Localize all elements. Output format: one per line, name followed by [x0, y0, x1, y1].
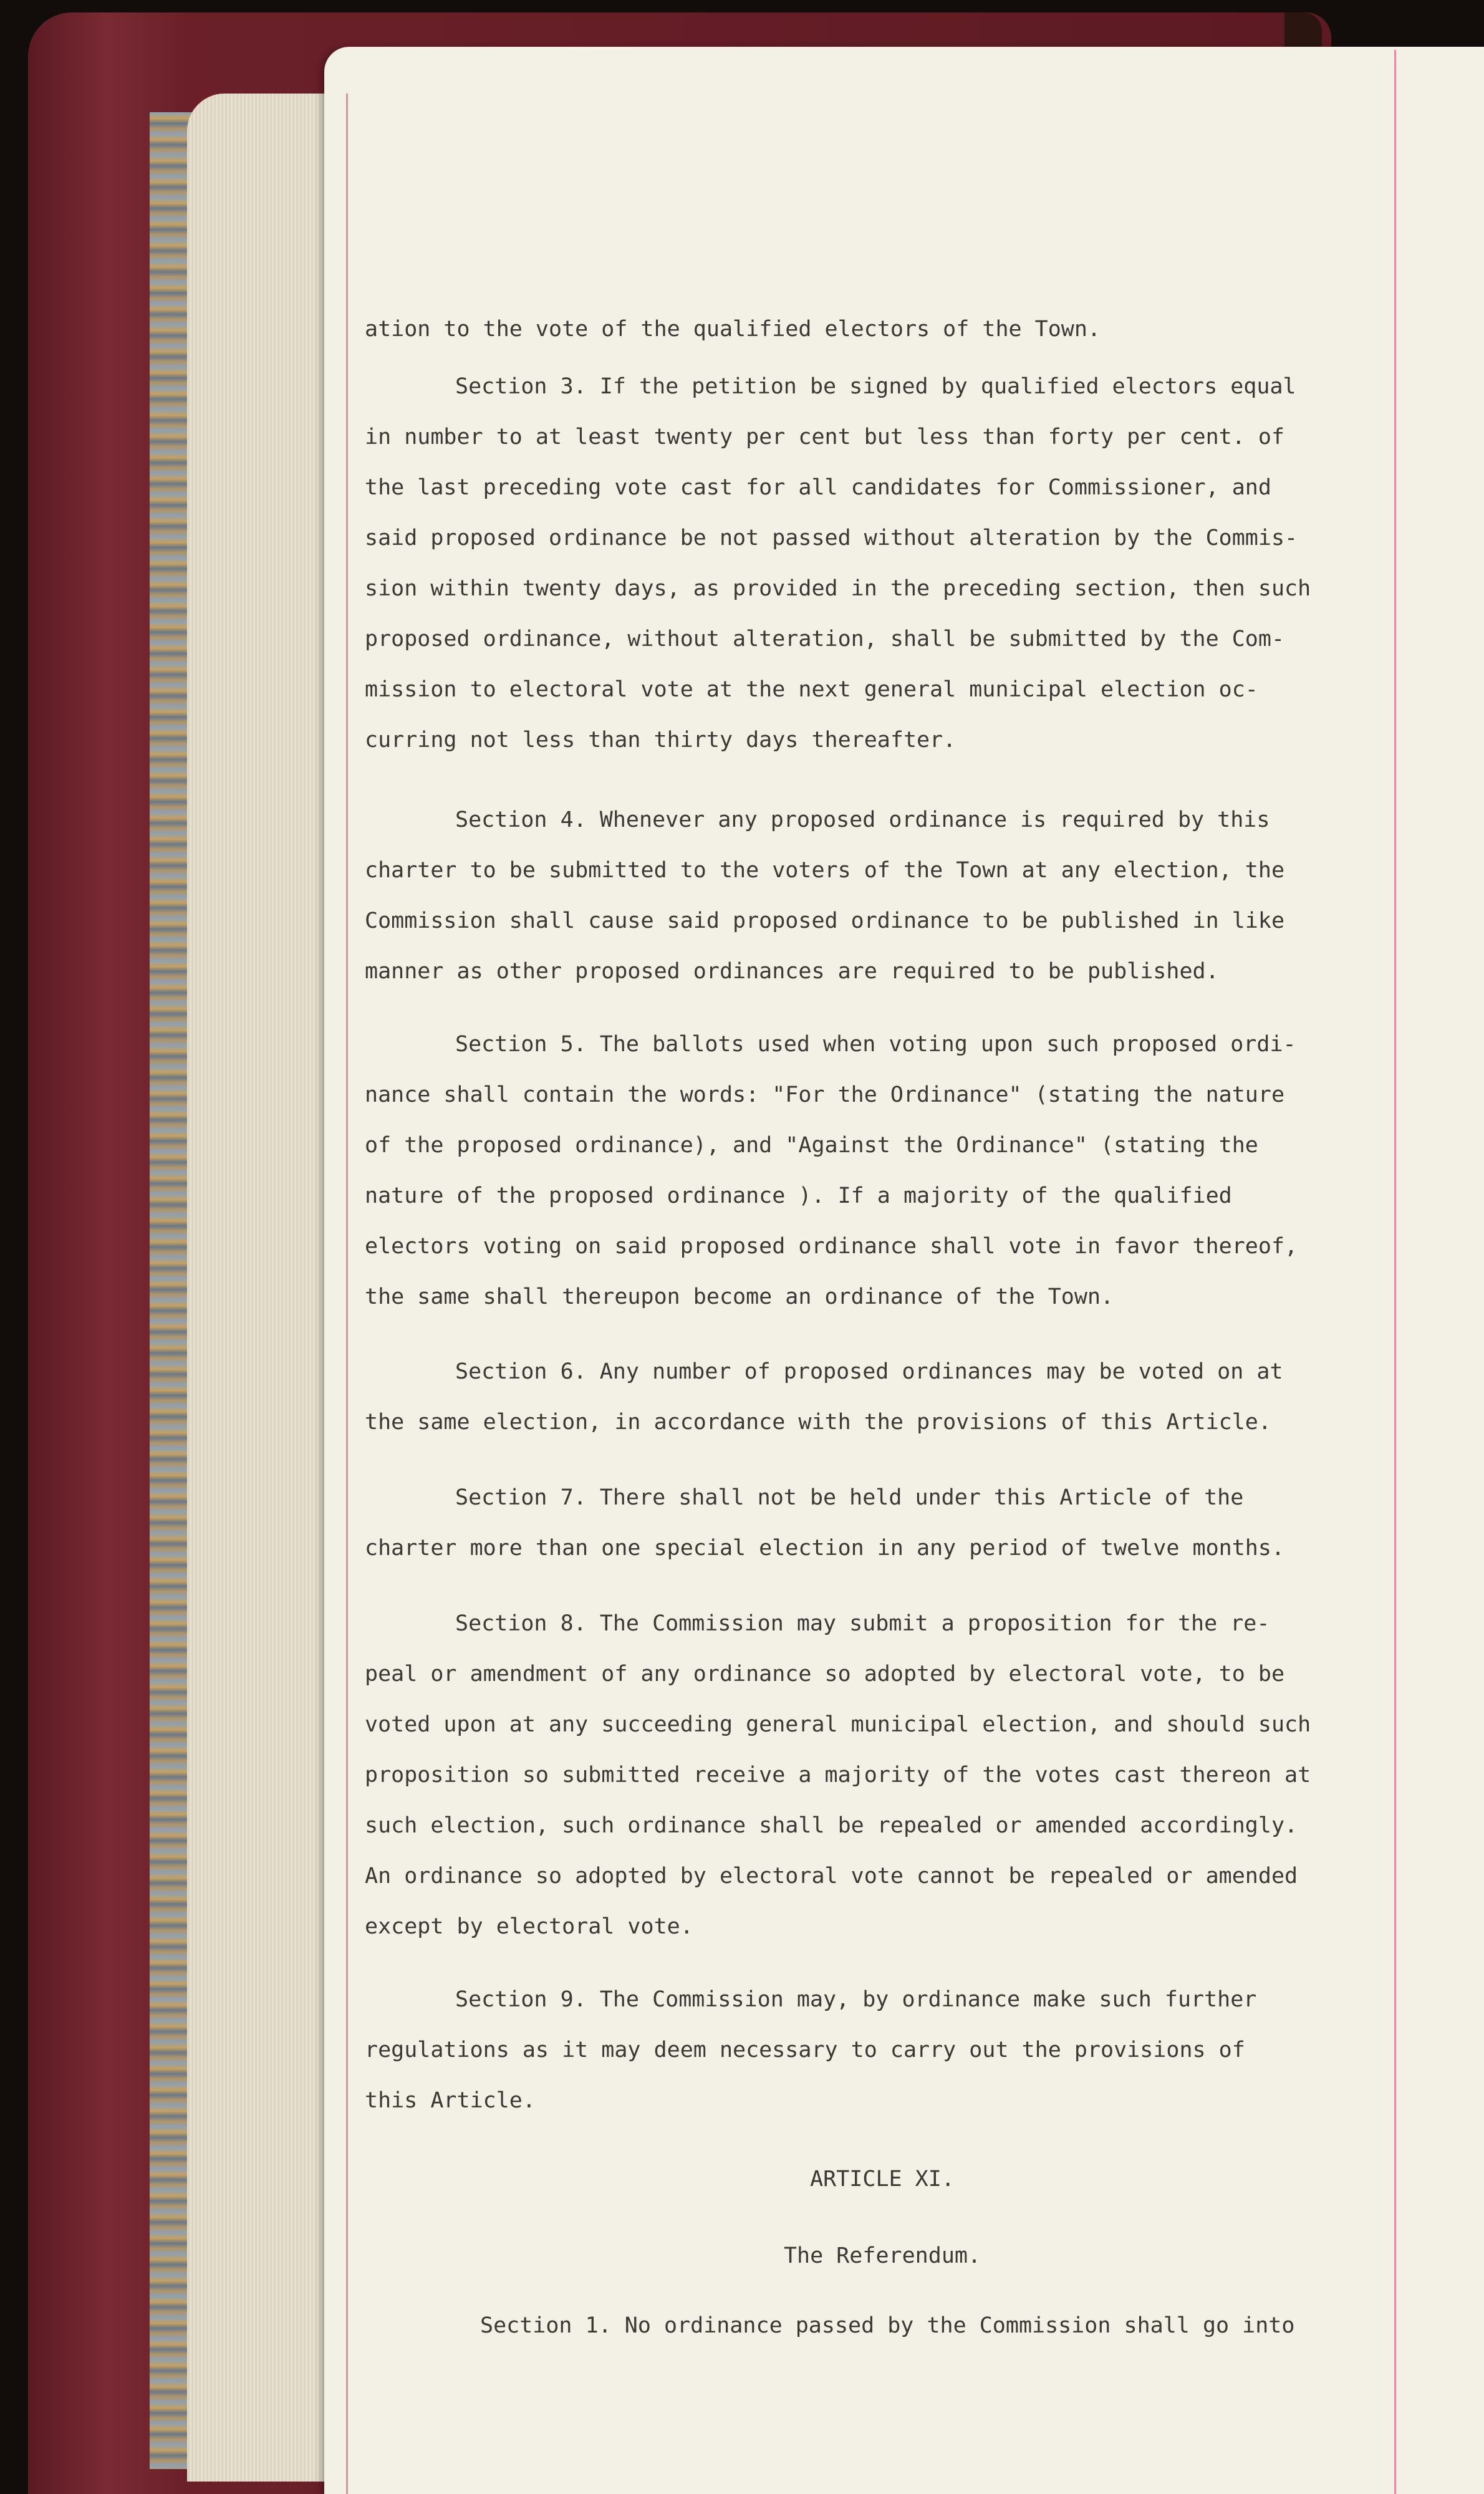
- section-3-line: Section 3. If the petition be signed by qualified electors equal: [455, 374, 1296, 399]
- text-line: except by electoral vote.: [365, 1914, 693, 1939]
- text-line: ation to the vote of the qualified electors of the Town.: [365, 317, 1101, 342]
- text-line: electors voting on said proposed ordinance shall vote in favor thereof,: [365, 1234, 1298, 1259]
- section-7-line: Section 7. There shall not be held under this Article of the: [455, 1485, 1244, 1510]
- text-line: nature of the proposed ordinance ). If a majority of the qualified: [365, 1183, 1232, 1208]
- text-line: in number to at least twenty per cent but less than forty per cent. of: [365, 425, 1285, 450]
- text-line: manner as other proposed ordinances are required to be published.: [365, 959, 1219, 984]
- document-page: [324, 47, 1484, 2494]
- text-line: Commission shall cause said proposed ordinance to be published in like: [365, 908, 1285, 933]
- section-9-line: Section 9. The Commission may, by ordinance make such further: [455, 1987, 1257, 2012]
- text-line: the same shall thereupon become an ordinance of the Town.: [365, 1284, 1114, 1309]
- text-line: charter more than one special election in any period of twelve months.: [365, 1536, 1285, 1561]
- text-line: voted upon at any succeeding general municipal election, and should such: [365, 1712, 1311, 1737]
- section-6-line: Section 6. Any number of proposed ordinances may be voted on at: [455, 1359, 1283, 1384]
- text-line: peal or amendment of any ordinance so adopted by electoral vote, to be: [365, 1662, 1285, 1687]
- text-line: the last preceding vote cast for all candidates for Commissioner, and: [365, 475, 1271, 500]
- text-line: proposed ordinance, without alteration, shall be submitted by the Com-: [365, 627, 1285, 652]
- text-line: nance shall contain the words: "For the Ordinance" (stating the nature: [365, 1082, 1285, 1107]
- right-margin-rule: [1394, 50, 1396, 2494]
- text-line: sion within twenty days, as provided in the preceding section, then such: [365, 576, 1311, 601]
- text-line: charter to be submitted to the voters of the Town at any election, the: [365, 858, 1285, 883]
- section-5-line: Section 5. The ballots used when voting upon such proposed ordi-: [455, 1032, 1296, 1057]
- text-line: proposition so submitted receive a majority of the votes cast thereon at: [365, 1763, 1311, 1788]
- text-line: mission to electoral vote at the next general municipal election oc-: [365, 677, 1258, 702]
- page-stack: [187, 94, 343, 2482]
- article-heading: ARTICLE XI.: [810, 2167, 955, 2192]
- final-section-line: Section 1. No ordinance passed by the Commission shall go into: [480, 2313, 1295, 2338]
- section-8-line: Section 8. The Commission may submit a proposition for the re-: [455, 1611, 1270, 1636]
- text-line: An ordinance so adopted by electoral vote cannot be repealed or amended: [365, 1864, 1298, 1889]
- text-line: such election, such ordinance shall be repealed or amended accordingly.: [365, 1813, 1298, 1838]
- text-line: the same election, in accordance with the provisions of this Article.: [365, 1410, 1271, 1435]
- text-line: regulations as it may deem necessary to carry out the provisions of: [365, 2038, 1245, 2063]
- section-4-line: Section 4. Whenever any proposed ordinance is required by this: [455, 807, 1270, 832]
- text-line: this Article.: [365, 2088, 536, 2113]
- left-margin-rule: [346, 94, 348, 2494]
- article-subheading: The Referendum.: [783, 2243, 981, 2268]
- text-line: of the proposed ordinance), and "Against the Ordinance" (stating the: [365, 1133, 1258, 1158]
- text-line: curring not less than thirty days thereafter.: [365, 728, 956, 753]
- text-line: said proposed ordinance be not passed without alteration by the Commis-: [365, 526, 1298, 551]
